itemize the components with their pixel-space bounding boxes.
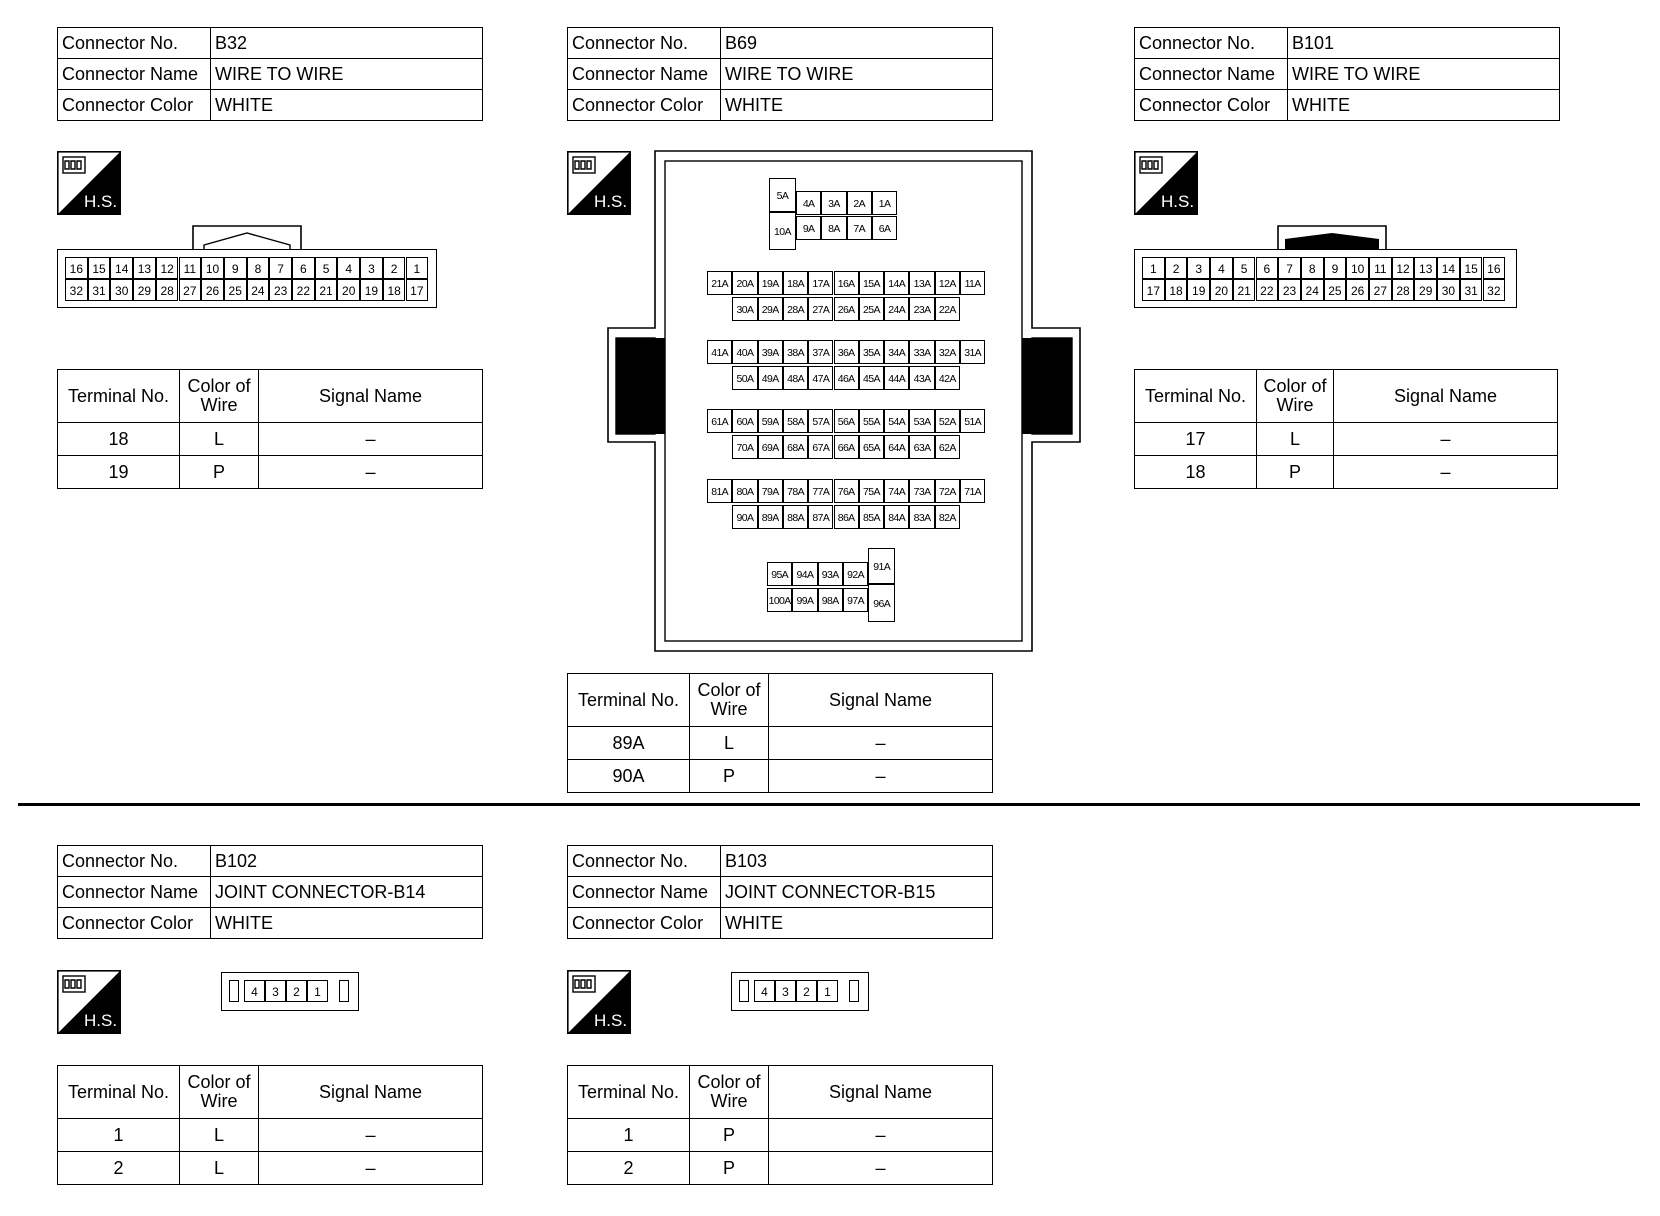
pin-58A: 58A xyxy=(783,409,808,433)
pin-98A: 98A xyxy=(818,588,843,612)
pin-22: 22 xyxy=(292,279,315,301)
connector-color: WHITE xyxy=(1288,90,1560,121)
pin-31: 31 xyxy=(88,279,111,301)
connector-no: B69 xyxy=(721,28,993,59)
pin-1: 1 xyxy=(406,257,429,279)
label-connector-name: Connector Name xyxy=(58,59,211,90)
pin-25: 25 xyxy=(1324,279,1347,301)
pin-9: 9 xyxy=(224,257,247,279)
connector-info-b32 xyxy=(57,27,483,121)
table-row xyxy=(1135,456,1558,489)
pin-93A: 93A xyxy=(818,562,843,586)
terminal-no: 1 xyxy=(58,1119,180,1152)
pin-28: 28 xyxy=(1392,279,1415,301)
pin-5: 5 xyxy=(315,257,338,279)
label-connector-name: Connector Name xyxy=(568,59,721,90)
header-signal-name: Signal Name xyxy=(769,1066,993,1119)
pin-23: 23 xyxy=(1278,279,1301,301)
pin-32: 32 xyxy=(1483,279,1506,301)
pin-14: 14 xyxy=(110,257,133,279)
pin-84A: 84A xyxy=(884,505,909,529)
pin-92A: 92A xyxy=(843,562,868,586)
pin-17A: 17A xyxy=(808,271,833,295)
pin-32: 32 xyxy=(65,279,88,301)
pin-30: 30 xyxy=(110,279,133,301)
connector-info-b103 xyxy=(567,845,993,939)
pin-15A: 15A xyxy=(859,271,884,295)
pin-6: 6 xyxy=(292,257,315,279)
pin-2A: 2A xyxy=(847,191,872,215)
pin-51A: 51A xyxy=(960,409,985,433)
pin-29A: 29A xyxy=(758,297,783,321)
pin-33A: 33A xyxy=(909,340,934,364)
connector-name: WIRE TO WIRE xyxy=(1288,59,1560,90)
connector-info-b102 xyxy=(57,845,483,939)
pin-64A: 64A xyxy=(884,435,909,459)
pin-3A: 3A xyxy=(821,191,846,215)
label-connector-no: Connector No. xyxy=(58,28,211,59)
harness-side-icon xyxy=(57,151,121,215)
pin-22A: 22A xyxy=(935,297,960,321)
table-row xyxy=(568,1152,993,1185)
header-terminal-no: Terminal No. xyxy=(568,674,690,727)
pin-20: 20 xyxy=(1210,279,1233,301)
harness-side-icon xyxy=(1134,151,1198,215)
pin-14A: 14A xyxy=(884,271,909,295)
pin-57A: 57A xyxy=(808,409,833,433)
pin-74A: 74A xyxy=(884,479,909,503)
pin-100A: 100A xyxy=(767,588,792,612)
terminal-no: 2 xyxy=(568,1152,690,1185)
signal-name: – xyxy=(1334,456,1558,489)
pin-48A: 48A xyxy=(783,366,808,390)
connector-color: WHITE xyxy=(211,90,483,121)
pin-3: 3 xyxy=(265,980,286,1002)
harness-side-icon xyxy=(57,970,121,1034)
lock-slot xyxy=(229,980,239,1002)
connector-color: WHITE xyxy=(721,908,993,939)
svg-text:H.S.: H.S. xyxy=(1161,192,1195,211)
pin-23: 23 xyxy=(269,279,292,301)
pin-10: 10 xyxy=(201,257,224,279)
pin-12: 12 xyxy=(1392,257,1415,279)
connector-name: JOINT CONNECTOR-B14 xyxy=(211,877,483,908)
pin-66A: 66A xyxy=(834,435,859,459)
pin-29: 29 xyxy=(1414,279,1437,301)
lock-slot xyxy=(849,980,859,1002)
pin-24: 24 xyxy=(1301,279,1324,301)
pin-95A: 95A xyxy=(767,562,792,586)
pin-14: 14 xyxy=(1437,257,1460,279)
pin-6: 6 xyxy=(1256,257,1279,279)
pin-13A: 13A xyxy=(909,271,934,295)
pin-21: 21 xyxy=(315,279,338,301)
pin-16: 16 xyxy=(1483,257,1506,279)
header-signal-name: Signal Name xyxy=(1334,370,1558,423)
pin-2: 2 xyxy=(383,257,406,279)
wire-color: L xyxy=(180,423,259,456)
connector-name: WIRE TO WIRE xyxy=(721,59,993,90)
label-connector-no: Connector No. xyxy=(58,846,211,877)
pin-30A: 30A xyxy=(732,297,757,321)
pin-4: 4 xyxy=(244,980,265,1002)
label-connector-name: Connector Name xyxy=(1135,59,1288,90)
header-terminal-no: Terminal No. xyxy=(58,1066,180,1119)
pin-99A: 99A xyxy=(792,588,817,612)
pin-12A: 12A xyxy=(935,271,960,295)
pin-4: 4 xyxy=(337,257,360,279)
label-connector-no: Connector No. xyxy=(568,28,721,59)
pin-89A: 89A xyxy=(758,505,783,529)
pin-47A: 47A xyxy=(808,366,833,390)
header-signal-name: Signal Name xyxy=(769,674,993,727)
pin-56A: 56A xyxy=(834,409,859,433)
pin-34A: 34A xyxy=(884,340,909,364)
terminal-table-b69 xyxy=(567,673,993,793)
terminal-no: 18 xyxy=(58,423,180,456)
pin-1: 1 xyxy=(817,980,838,1002)
harness-side-icon xyxy=(567,970,631,1034)
pin-85A: 85A xyxy=(859,505,884,529)
connector-lock-tab xyxy=(192,225,302,251)
pin-50A: 50A xyxy=(732,366,757,390)
pin-31: 31 xyxy=(1460,279,1483,301)
pin-15: 15 xyxy=(1460,257,1483,279)
connector-no: B32 xyxy=(211,28,483,59)
pin-3: 3 xyxy=(775,980,796,1002)
pin-36A: 36A xyxy=(834,340,859,364)
pin-2: 2 xyxy=(796,980,817,1002)
pin-18A: 18A xyxy=(783,271,808,295)
pin-73A: 73A xyxy=(909,479,934,503)
connector-info-b69 xyxy=(567,27,993,121)
pin-26: 26 xyxy=(201,279,224,301)
pin-7: 7 xyxy=(269,257,292,279)
pin-12: 12 xyxy=(156,257,179,279)
table-row xyxy=(58,1152,483,1185)
label-connector-name: Connector Name xyxy=(568,877,721,908)
pin-10: 10 xyxy=(1346,257,1369,279)
header-color-of-wire: Color of Wire xyxy=(180,370,259,423)
pin-41A: 41A xyxy=(707,340,732,364)
terminal-no: 19 xyxy=(58,456,180,489)
pin-63A: 63A xyxy=(909,435,934,459)
svg-text:H.S.: H.S. xyxy=(84,192,118,211)
pin-6A: 6A xyxy=(872,216,897,240)
pin-9: 9 xyxy=(1324,257,1347,279)
pin-42A: 42A xyxy=(935,366,960,390)
table-row xyxy=(1135,423,1558,456)
section-divider xyxy=(18,803,1640,806)
pin-35A: 35A xyxy=(859,340,884,364)
signal-name: – xyxy=(769,760,993,793)
signal-name: – xyxy=(259,456,483,489)
pin-24A: 24A xyxy=(884,297,909,321)
pin-1A: 1A xyxy=(872,191,897,215)
pin-28: 28 xyxy=(156,279,179,301)
pin-71A: 71A xyxy=(960,479,985,503)
pin-10A: 10A xyxy=(769,212,796,250)
pin-16A: 16A xyxy=(834,271,859,295)
label-connector-color: Connector Color xyxy=(58,908,211,939)
pin-80A: 80A xyxy=(732,479,757,503)
table-row xyxy=(568,760,993,793)
pin-9A: 9A xyxy=(796,216,821,240)
pin-65A: 65A xyxy=(859,435,884,459)
pin-88A: 88A xyxy=(783,505,808,529)
wire-color: L xyxy=(690,727,769,760)
pin-15: 15 xyxy=(88,257,111,279)
connector-no: B103 xyxy=(721,846,993,877)
pin-17: 17 xyxy=(406,279,429,301)
pin-39A: 39A xyxy=(758,340,783,364)
pin-67A: 67A xyxy=(808,435,833,459)
pin-5A: 5A xyxy=(769,178,796,212)
pin-8: 8 xyxy=(247,257,270,279)
pin-61A: 61A xyxy=(707,409,732,433)
pin-7: 7 xyxy=(1278,257,1301,279)
signal-name: – xyxy=(769,1152,993,1185)
pin-20A: 20A xyxy=(732,271,757,295)
pin-2: 2 xyxy=(1165,257,1188,279)
table-row xyxy=(58,423,483,456)
pin-83A: 83A xyxy=(909,505,934,529)
pin-91A: 91A xyxy=(868,548,895,584)
pin-16: 16 xyxy=(65,257,88,279)
pin-81A: 81A xyxy=(707,479,732,503)
wire-color: P xyxy=(690,760,769,793)
pin-49A: 49A xyxy=(758,366,783,390)
pin-86A: 86A xyxy=(834,505,859,529)
pin-75A: 75A xyxy=(859,479,884,503)
wire-color: P xyxy=(1257,456,1334,489)
pin-4: 4 xyxy=(1210,257,1233,279)
pin-45A: 45A xyxy=(859,366,884,390)
pin-11: 11 xyxy=(1369,257,1392,279)
lock-slot xyxy=(739,980,749,1002)
pin-11: 11 xyxy=(179,257,202,279)
label-connector-no: Connector No. xyxy=(1135,28,1288,59)
pin-27A: 27A xyxy=(808,297,833,321)
signal-name: – xyxy=(259,1119,483,1152)
pin-20: 20 xyxy=(337,279,360,301)
header-color-of-wire: Color of Wire xyxy=(690,674,769,727)
pin-26A: 26A xyxy=(834,297,859,321)
pin-44A: 44A xyxy=(884,366,909,390)
pin-11A: 11A xyxy=(960,271,985,295)
pin-24: 24 xyxy=(247,279,270,301)
header-color-of-wire: Color of Wire xyxy=(690,1066,769,1119)
connector-info-b101 xyxy=(1134,27,1560,121)
pin-28A: 28A xyxy=(783,297,808,321)
header-terminal-no: Terminal No. xyxy=(568,1066,690,1119)
pin-27: 27 xyxy=(179,279,202,301)
pin-62A: 62A xyxy=(935,435,960,459)
pin-25A: 25A xyxy=(859,297,884,321)
connector-name: WIRE TO WIRE xyxy=(211,59,483,90)
pin-52A: 52A xyxy=(935,409,960,433)
label-connector-color: Connector Color xyxy=(568,908,721,939)
pin-4A: 4A xyxy=(796,191,821,215)
pin-19A: 19A xyxy=(758,271,783,295)
pin-7A: 7A xyxy=(847,216,872,240)
header-signal-name: Signal Name xyxy=(259,370,483,423)
pin-69A: 69A xyxy=(758,435,783,459)
terminal-table-b102 xyxy=(57,1065,483,1185)
pin-32A: 32A xyxy=(935,340,960,364)
terminal-no: 18 xyxy=(1135,456,1257,489)
pin-21: 21 xyxy=(1233,279,1256,301)
connector-no: B101 xyxy=(1288,28,1560,59)
wire-color: P xyxy=(690,1152,769,1185)
header-terminal-no: Terminal No. xyxy=(58,370,180,423)
pin-40A: 40A xyxy=(732,340,757,364)
pin-79A: 79A xyxy=(758,479,783,503)
pin-3: 3 xyxy=(360,257,383,279)
pin-31A: 31A xyxy=(960,340,985,364)
header-color-of-wire: Color of Wire xyxy=(180,1066,259,1119)
pin-8A: 8A xyxy=(821,216,846,240)
terminal-no: 89A xyxy=(568,727,690,760)
pin-90A: 90A xyxy=(732,505,757,529)
pin-1: 1 xyxy=(307,980,328,1002)
pin-27: 27 xyxy=(1369,279,1392,301)
wire-color: P xyxy=(690,1119,769,1152)
signal-name: – xyxy=(259,423,483,456)
pin-13: 13 xyxy=(1414,257,1437,279)
label-connector-color: Connector Color xyxy=(58,90,211,121)
pin-23A: 23A xyxy=(909,297,934,321)
pin-70A: 70A xyxy=(732,435,757,459)
terminal-table-b32 xyxy=(57,369,483,489)
pin-94A: 94A xyxy=(792,562,817,586)
pin-4: 4 xyxy=(754,980,775,1002)
pin-38A: 38A xyxy=(783,340,808,364)
connector-no: B102 xyxy=(211,846,483,877)
pin-19: 19 xyxy=(360,279,383,301)
table-row xyxy=(58,456,483,489)
terminal-table-b103 xyxy=(567,1065,993,1185)
wire-color: P xyxy=(180,456,259,489)
pin-18: 18 xyxy=(1165,279,1188,301)
pin-22: 22 xyxy=(1256,279,1279,301)
header-terminal-no: Terminal No. xyxy=(1135,370,1257,423)
pin-54A: 54A xyxy=(884,409,909,433)
signal-name: – xyxy=(259,1152,483,1185)
connector-lock-tab xyxy=(1277,225,1387,251)
pin-43A: 43A xyxy=(909,366,934,390)
signal-name: – xyxy=(769,727,993,760)
pin-59A: 59A xyxy=(758,409,783,433)
pin-60A: 60A xyxy=(732,409,757,433)
wire-color: L xyxy=(1257,423,1334,456)
pin-8: 8 xyxy=(1301,257,1324,279)
label-connector-color: Connector Color xyxy=(1135,90,1288,121)
wire-color: L xyxy=(180,1119,259,1152)
pin-2: 2 xyxy=(286,980,307,1002)
pin-18: 18 xyxy=(383,279,406,301)
terminal-table-b101 xyxy=(1134,369,1558,489)
pin-19: 19 xyxy=(1187,279,1210,301)
svg-text:H.S.: H.S. xyxy=(594,192,628,211)
label-connector-color: Connector Color xyxy=(568,90,721,121)
pin-76A: 76A xyxy=(834,479,859,503)
pin-78A: 78A xyxy=(783,479,808,503)
connector-color: WHITE xyxy=(721,90,993,121)
pin-17: 17 xyxy=(1142,279,1165,301)
signal-name: – xyxy=(1334,423,1558,456)
table-row xyxy=(58,1119,483,1152)
pin-68A: 68A xyxy=(783,435,808,459)
pin-46A: 46A xyxy=(834,366,859,390)
pin-77A: 77A xyxy=(808,479,833,503)
lock-slot xyxy=(339,980,349,1002)
header-color-of-wire: Color of Wire xyxy=(1257,370,1334,423)
table-row xyxy=(568,1119,993,1152)
pin-21A: 21A xyxy=(707,271,732,295)
svg-text:H.S.: H.S. xyxy=(594,1011,628,1030)
terminal-no: 2 xyxy=(58,1152,180,1185)
pin-37A: 37A xyxy=(808,340,833,364)
pin-13: 13 xyxy=(133,257,156,279)
pin-72A: 72A xyxy=(935,479,960,503)
pin-26: 26 xyxy=(1346,279,1369,301)
pin-29: 29 xyxy=(133,279,156,301)
terminal-no: 90A xyxy=(568,760,690,793)
pin-25: 25 xyxy=(224,279,247,301)
pin-3: 3 xyxy=(1187,257,1210,279)
pin-5: 5 xyxy=(1233,257,1256,279)
terminal-no: 17 xyxy=(1135,423,1257,456)
table-row xyxy=(568,727,993,760)
terminal-no: 1 xyxy=(568,1119,690,1152)
signal-name: – xyxy=(769,1119,993,1152)
pin-82A: 82A xyxy=(935,505,960,529)
pin-1: 1 xyxy=(1142,257,1165,279)
wire-color: L xyxy=(180,1152,259,1185)
label-connector-no: Connector No. xyxy=(568,846,721,877)
connector-color: WHITE xyxy=(211,908,483,939)
pin-30: 30 xyxy=(1437,279,1460,301)
pin-55A: 55A xyxy=(859,409,884,433)
label-connector-name: Connector Name xyxy=(58,877,211,908)
pin-96A: 96A xyxy=(868,584,895,622)
pin-97A: 97A xyxy=(843,588,868,612)
header-signal-name: Signal Name xyxy=(259,1066,483,1119)
connector-name: JOINT CONNECTOR-B15 xyxy=(721,877,993,908)
pin-53A: 53A xyxy=(909,409,934,433)
svg-text:H.S.: H.S. xyxy=(84,1011,118,1030)
pin-87A: 87A xyxy=(808,505,833,529)
